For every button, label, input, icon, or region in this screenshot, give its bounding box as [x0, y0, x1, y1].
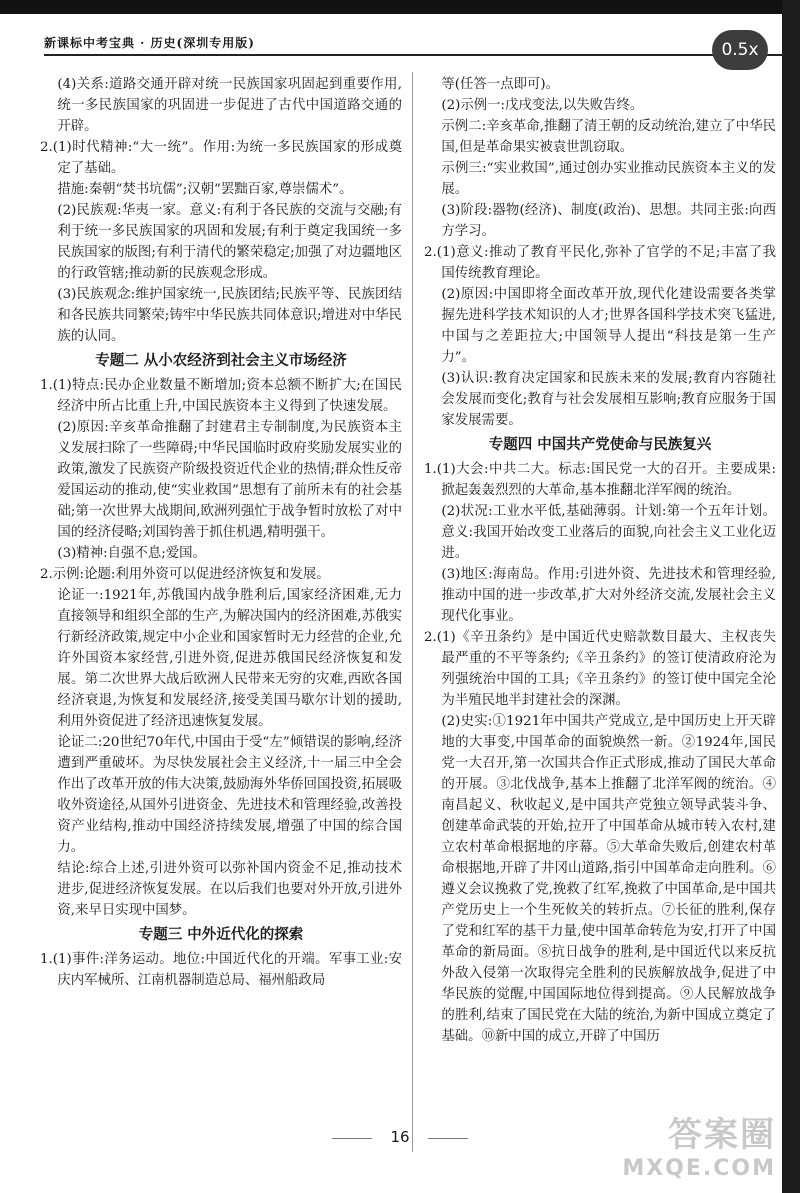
right-column [424, 74, 776, 1047]
answer-paragraph: 1.(1)事件:洋务运动。地位:中国近代化的开端。军事工业:安庆内军械所、江南机器制造总局、福州船政局 [40, 952, 402, 988]
watermark [622, 1107, 776, 1181]
answer-paragraph: 1.(1)大会:中共二大。标志:国民党一大的召开。主要成果:掀起轰轰烈烈的大革命,基本推翻北洋军阀的统治。 [424, 462, 776, 498]
left-column [40, 74, 402, 991]
answer-paragraph: (2)史实:①1921年中国共产党成立,是中国历史上开天辟地的大事变,中国革命的面貌焕然一新。②1924年,国民党一大召开,第一次国共合作正式形成,推动了国民大革命的开展。③北伐战争,基本上推翻了北洋军阀的统治。④南昌起义、秋收起义,是中国共产党独立领导武装斗争、创建革命武装的开始,拉开了中国革命从城市转入农村,建立农村革命根据地的序幕。⑤大革命失败后,创建农村革命根据地,开辟了井冈山道路,指引中国革命走向胜利。⑥遵义会议挽救了党,挽救了红军,挽救了中国革命,是中国共产党历史上一个生死攸关的转折点。⑦长征的胜利,保存了党和红军的基干力量,使中国革命转危为安,打开了中国革命的新局面。⑧抗日战争的胜利,是中国近代以来反抗外敌入侵第一次取得完全胜利的民族解放战争,促进了中华民族的觉醒,中国国际地位得到提高。⑨人民解放战争的胜利,结束了国民党在大陆的统治,为新中国成立奠定了基础。⑩新中国的成立,开辟了中国历 [441, 714, 776, 1044]
header-rule [44, 54, 784, 56]
right-edge-bar [782, 0, 800, 1193]
answer-paragraph: (3)认识:教育决定国家和民族未来的发展;教育内容随社会发展而变化;教育与社会发展相互影响;教育应服务于国家发展需要。 [441, 371, 776, 428]
section-heading: 专题三 中外近代化的探索 [138, 927, 304, 943]
section-heading: 专题四 中国共产党使命与民族复兴 [488, 437, 712, 453]
answer-paragraph: (2)原因:辛亥革命推翻了封建君主专制制度,为民族资本主义发展扫除了一些障碍;中华民国临时政府奖励发展实业的政策,激发了民族资产阶级投资近代企业的热情;群众性反帝爱国运动的推动,使“实业救国”思想有了前所未有的社会基础;第一次世界大战期间,欧洲列强忙于战争暂时放松了对中国的经济侵略;刘国钧善于抓住机遇,精明强干。 [57, 420, 402, 540]
answer-paragraph: (2)状况:工业水平低,基础薄弱。计划:第一个五年计划。意义:我国开始改变工业落后的面貌,向社会主义工业化迈进。 [441, 504, 776, 561]
answer-paragraph: (3)地区:海南岛。作用:引进外资、先进技术和管理经验,推动中国的进一步改革,扩大对外经济交流,发展社会主义现代化事业。 [441, 567, 776, 624]
top-edge-bar [0, 0, 800, 14]
answer-paragraph: 1.(1)特点:民办企业数量不断增加;资本总额不断扩大;在国民经济中所占比重上升,中国民族资本主义得到了快速发展。 [40, 378, 402, 414]
section-heading: 专题二 从小农经济到社会主义市场经济 [95, 353, 347, 369]
answer-paragraph: 论证二:20世纪70年代,中国由于受“左”倾错误的影响,经济遭到严重破坏。为尽快发展社会主义经济,十一届三中全会作出了改革开放的伟大决策,鼓励海外华侨回国投资,拓展吸收外资途径,从国外引进资金、先进技术和管理经验,改善投资产业结构,推动中国经济持续发展,增强了中国的综合国力。 [57, 735, 402, 855]
answer-paragraph: 示例二:辛亥革命,推翻了清王朝的反动统治,建立了中华民国,但是革命果实被袁世凯窃取。 [441, 119, 776, 155]
answer-paragraph: 2.(1)意义:推动了教育平民化,弥补了官学的不足;丰富了我国传统教育理论。 [424, 245, 776, 281]
answer-paragraph: 2.(1)《辛丑条约》是中国近代史赔款数目最大、主权丧失最严重的不平等条约;《辛丑条约》的签订使清政府沦为列强统治中国的工具;《辛丑条约》的签订使中国完全沦为半殖民地半封建社会的深渊。 [424, 630, 776, 708]
answer-paragraph: 论证一:1921年,苏俄国内战争胜利后,国家经济困难,无力直接领导和组织全部的生产,为解决国内的经济困难,苏俄实行新经济政策,规定中小企业和国家暂时无力经营的企业,允许外国资本家经营,引进外资,促进苏俄国民经济恢复和发展。第二次世界大战后欧洲人民带来无穷的灾难,西欧各国经济衰退,为恢复和发展经济,接受美国马歇尔计划的援助,利用外资促进了经济迅速恢复发展。 [57, 588, 402, 729]
answer-paragraph: 措施:秦朝“焚书坑儒”;汉朝“罢黜百家,尊崇儒术”。 [57, 182, 353, 197]
answer-paragraph: 2.示例:论题:利用外资可以促进经济恢复和发展。 [40, 567, 330, 582]
running-header: 新课标中考宝典 · 历史(深圳专用版) [44, 36, 255, 50]
answer-paragraph: (2)示例一:戊戌变法,以失败告终。 [441, 98, 644, 113]
answer-paragraph: (2)原因:中国即将全面改革开放,现代化建设需要各类掌握先进科学技术知识的人才;世界各国科学技术突飞猛进,中国与之差距拉大;中国领导人提出“科技是第一生产力”。 [441, 287, 776, 365]
answer-paragraph: (3)精神:自强不息;爱国。 [57, 546, 206, 561]
page-number: 16 [390, 1128, 410, 1146]
answer-paragraph: (3)民族观念:维护国家统一,民族团结;民族平等、民族团结和各民族共同繁荣;铸牢中华民族共同体意识;增进对中华民族的认同。 [57, 287, 402, 344]
answer-paragraph: 2.(1)时代精神:“大一统”。作用:为统一多民族国家的形成奠定了基础。 [40, 140, 402, 176]
column-divider [412, 72, 413, 1152]
answer-paragraph: (4)关系:道路交通开辟对统一民族国家巩固起到重要作用,统一多民族国家的巩固进一步促进了古代中国道路交通的开辟。 [57, 77, 402, 134]
watermark-url: MXQE.COM [622, 1156, 776, 1181]
answer-paragraph: 示例三:“实业救国”,通过创办实业推动民族资本主义的发展。 [441, 161, 776, 197]
answer-paragraph: (2)民族观:华夷一家。意义:有利于各民族的交流与交融;有利于统一多民族国家的巩固和发展;有利于奠定我国统一多民族国家的版图;有利于清代的繁荣稳定;加强了对边疆地区的行政管辖;推动新的民族观念形成。 [57, 203, 402, 281]
answer-paragraph: 等(任答一点即可)。 [441, 77, 559, 92]
answer-paragraph: (3)阶段:器物(经济)、制度(政治)、思想。共同主张:向西方学习。 [441, 203, 776, 239]
answer-paragraph: 结论:综合上述,引进外资可以弥补国内资金不足,推动技术进步,促进经济恢复发展。在以后我们也要对外开放,引进外资,来早日实现中国梦。 [57, 861, 402, 918]
footer-rule-right [428, 1138, 468, 1139]
watermark-title: 答案圈 [668, 1115, 776, 1155]
zoom-level-badge[interactable]: 0.5x [712, 30, 768, 70]
